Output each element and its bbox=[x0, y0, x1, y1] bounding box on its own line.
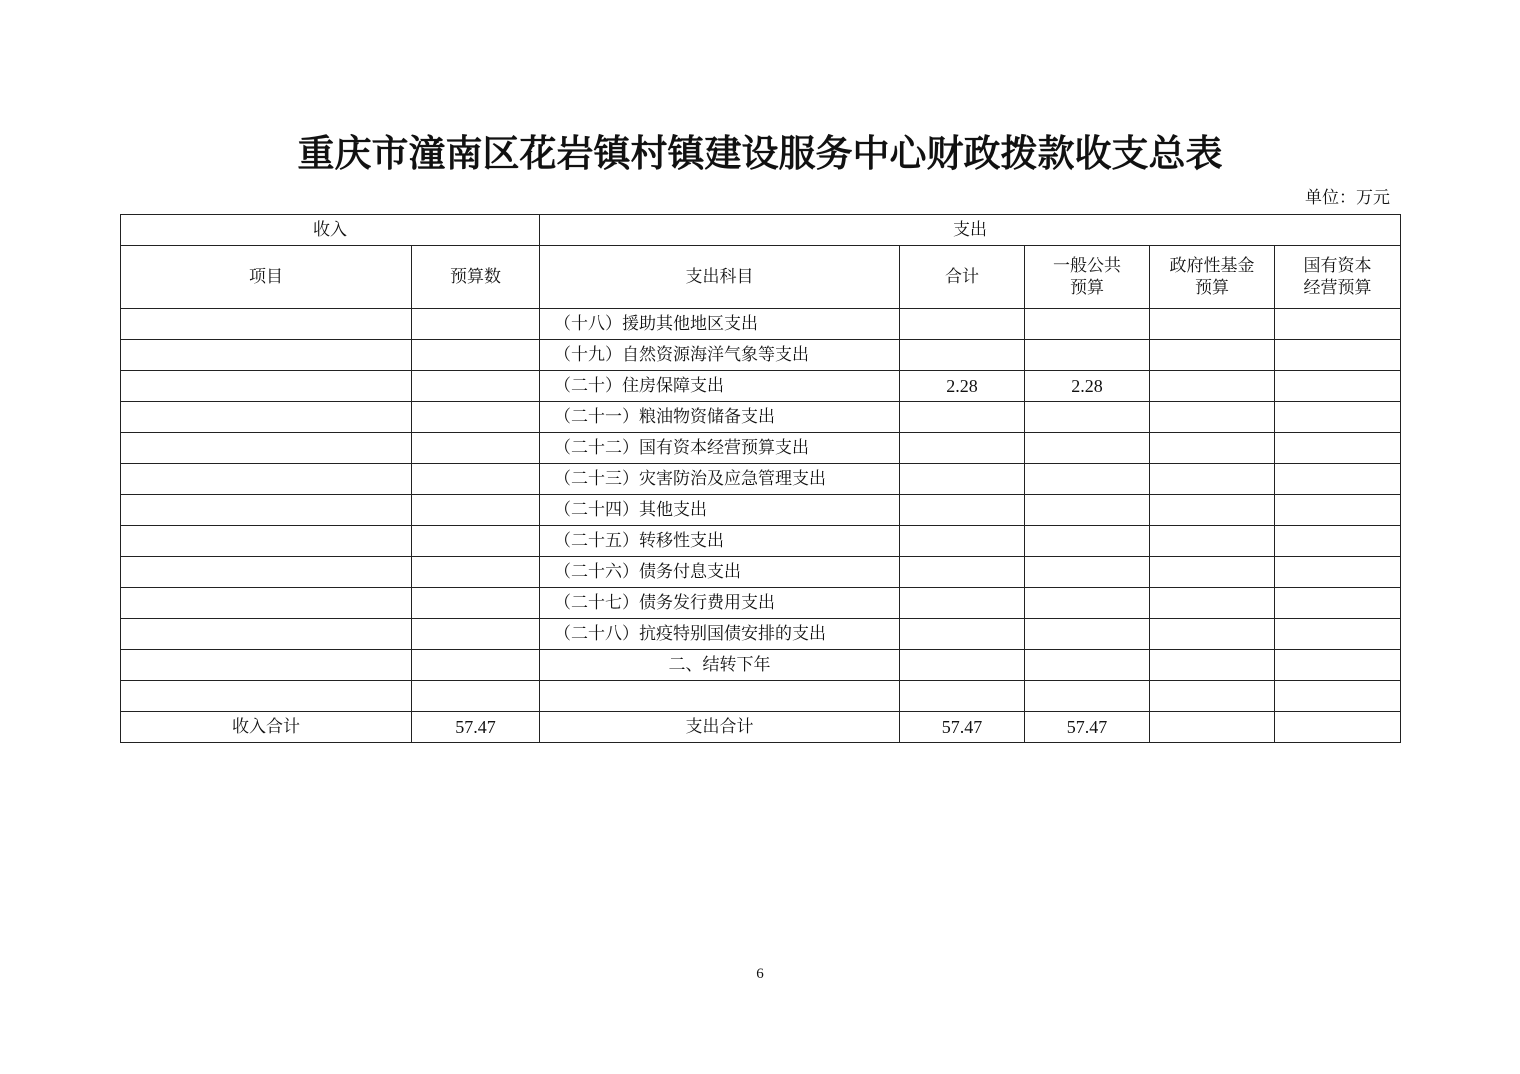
table-row bbox=[121, 371, 1401, 402]
cell-subject: （二十一）粮油物资储备支出 bbox=[540, 402, 900, 433]
cell-item bbox=[121, 650, 412, 681]
cell-item bbox=[121, 309, 412, 340]
cell-state-capital bbox=[1275, 464, 1401, 495]
cell-gov-fund bbox=[1150, 526, 1275, 557]
table-row bbox=[121, 526, 1401, 557]
cell-gov-fund bbox=[1150, 402, 1275, 433]
table-row bbox=[121, 464, 1401, 495]
cell-item bbox=[121, 464, 412, 495]
cell-gov-fund bbox=[1150, 557, 1275, 588]
unit-label: 单位：万元 bbox=[1305, 188, 1390, 208]
table-row bbox=[121, 433, 1401, 464]
cell-general-public bbox=[1025, 402, 1150, 433]
cell-total bbox=[900, 557, 1025, 588]
cell-gov-fund bbox=[1150, 309, 1275, 340]
income-total-value: 57.47 bbox=[412, 712, 540, 743]
cell-subject: （二十）住房保障支出 bbox=[540, 371, 900, 402]
cell-item bbox=[121, 402, 412, 433]
cell-item bbox=[121, 681, 412, 712]
cell-gov-fund bbox=[1150, 464, 1275, 495]
cell-total bbox=[900, 588, 1025, 619]
income-group-header: 收入 bbox=[121, 215, 540, 246]
table-row bbox=[121, 495, 1401, 526]
cell-subject: （十九）自然资源海洋气象等支出 bbox=[540, 340, 900, 371]
cell-item bbox=[121, 619, 412, 650]
cell-total bbox=[900, 495, 1025, 526]
cell-subject bbox=[540, 681, 900, 712]
income-total-label: 收入合计 bbox=[121, 712, 412, 743]
cell-budget bbox=[412, 309, 540, 340]
cell-budget bbox=[412, 650, 540, 681]
cell-general-public bbox=[1025, 650, 1150, 681]
column-header-subject: 支出科目 bbox=[540, 246, 900, 309]
cell-gov-fund bbox=[1150, 650, 1275, 681]
column-header-row bbox=[121, 246, 1401, 309]
cell-state-capital bbox=[1275, 402, 1401, 433]
cell-general-public bbox=[1025, 526, 1150, 557]
cell-general-public bbox=[1025, 557, 1150, 588]
cell-budget bbox=[412, 464, 540, 495]
cell-gov-fund bbox=[1150, 588, 1275, 619]
cell-subject: （二十三）灾害防治及应急管理支出 bbox=[540, 464, 900, 495]
group-header-row bbox=[121, 215, 1401, 246]
cell-state-capital bbox=[1275, 588, 1401, 619]
column-header-state-capital-text: 国有资本经营预算 bbox=[1303, 256, 1372, 298]
column-header-state-capital bbox=[1275, 246, 1401, 309]
cell-subject: （二十五）转移性支出 bbox=[540, 526, 900, 557]
cell-state-capital bbox=[1275, 371, 1401, 402]
cell-total bbox=[900, 433, 1025, 464]
table-row bbox=[121, 588, 1401, 619]
cell-total bbox=[900, 464, 1025, 495]
cell-gov-fund bbox=[1150, 340, 1275, 371]
cell-budget bbox=[412, 402, 540, 433]
cell-general-public bbox=[1025, 433, 1150, 464]
cell-gov-fund bbox=[1150, 433, 1275, 464]
cell-budget bbox=[412, 619, 540, 650]
expense-total-state-capital bbox=[1275, 712, 1401, 743]
table-row bbox=[121, 619, 1401, 650]
cell-gov-fund bbox=[1150, 681, 1275, 712]
table-row bbox=[121, 309, 1401, 340]
cell-budget bbox=[412, 433, 540, 464]
cell-total bbox=[900, 309, 1025, 340]
table-body bbox=[121, 215, 1401, 309]
column-header-total: 合计 bbox=[900, 246, 1025, 309]
column-header-gov-fund-text: 政府性基金预算 bbox=[1169, 256, 1255, 298]
cell-general-public bbox=[1025, 495, 1150, 526]
cell-general-public bbox=[1025, 464, 1150, 495]
page-title: 重庆市潼南区花岩镇村镇建设服务中心财政拨款收支总表 bbox=[297, 131, 1223, 175]
expense-total-general-public: 57.47 bbox=[1025, 712, 1150, 743]
cell-item bbox=[121, 557, 412, 588]
column-header-general-public bbox=[1025, 246, 1150, 309]
table-row bbox=[121, 681, 1401, 712]
page-number: 6 bbox=[756, 966, 764, 982]
cell-subject: （二十二）国有资本经营预算支出 bbox=[540, 433, 900, 464]
cell-total bbox=[900, 650, 1025, 681]
cell-general-public bbox=[1025, 588, 1150, 619]
data-rows bbox=[121, 309, 1401, 712]
cell-general-public bbox=[1025, 681, 1150, 712]
cell-total bbox=[900, 619, 1025, 650]
cell-state-capital bbox=[1275, 650, 1401, 681]
cell-state-capital bbox=[1275, 557, 1401, 588]
totals-row bbox=[121, 712, 1401, 743]
cell-general-public bbox=[1025, 619, 1150, 650]
table-row bbox=[121, 340, 1401, 371]
cell-subject: （二十六）债务付息支出 bbox=[540, 557, 900, 588]
cell-item bbox=[121, 371, 412, 402]
cell-state-capital bbox=[1275, 433, 1401, 464]
cell-state-capital bbox=[1275, 526, 1401, 557]
cell-budget bbox=[412, 495, 540, 526]
cell-budget bbox=[412, 371, 540, 402]
cell-item bbox=[121, 495, 412, 526]
cell-subject: （二十四）其他支出 bbox=[540, 495, 900, 526]
column-header-budget: 预算数 bbox=[412, 246, 540, 309]
column-header-general-public-text: 一般公共预算 bbox=[1052, 256, 1121, 298]
expense-total-label: 支出合计 bbox=[540, 712, 900, 743]
cell-item bbox=[121, 340, 412, 371]
cell-total bbox=[900, 681, 1025, 712]
fiscal-summary-table bbox=[120, 214, 1401, 743]
table-row bbox=[121, 650, 1401, 681]
cell-budget bbox=[412, 340, 540, 371]
cell-budget bbox=[412, 557, 540, 588]
table-row bbox=[121, 402, 1401, 433]
cell-item bbox=[121, 433, 412, 464]
cell-state-capital bbox=[1275, 681, 1401, 712]
expense-group-header: 支出 bbox=[540, 215, 1401, 246]
expense-total-gov-fund bbox=[1150, 712, 1275, 743]
cell-general-public bbox=[1025, 309, 1150, 340]
cell-state-capital bbox=[1275, 495, 1401, 526]
cell-budget bbox=[412, 526, 540, 557]
table-row bbox=[121, 557, 1401, 588]
cell-gov-fund bbox=[1150, 495, 1275, 526]
cell-total bbox=[900, 340, 1025, 371]
cell-subject: 二、结转下年 bbox=[540, 650, 900, 681]
cell-state-capital bbox=[1275, 619, 1401, 650]
cell-budget bbox=[412, 681, 540, 712]
cell-budget bbox=[412, 588, 540, 619]
cell-gov-fund bbox=[1150, 371, 1275, 402]
cell-item bbox=[121, 526, 412, 557]
cell-general-public bbox=[1025, 340, 1150, 371]
totals-section bbox=[121, 712, 1401, 743]
cell-total bbox=[900, 402, 1025, 433]
cell-total bbox=[900, 526, 1025, 557]
cell-state-capital bbox=[1275, 309, 1401, 340]
cell-subject: （十八）援助其他地区支出 bbox=[540, 309, 900, 340]
cell-subject: （二十七）债务发行费用支出 bbox=[540, 588, 900, 619]
expense-total-sum: 57.47 bbox=[900, 712, 1025, 743]
cell-item bbox=[121, 588, 412, 619]
cell-total: 2.28 bbox=[900, 371, 1025, 402]
cell-gov-fund bbox=[1150, 619, 1275, 650]
column-header-gov-fund bbox=[1150, 246, 1275, 309]
cell-state-capital bbox=[1275, 340, 1401, 371]
cell-general-public: 2.28 bbox=[1025, 371, 1150, 402]
column-header-item: 项目 bbox=[121, 246, 412, 309]
cell-subject: （二十八）抗疫特别国债安排的支出 bbox=[540, 619, 900, 650]
